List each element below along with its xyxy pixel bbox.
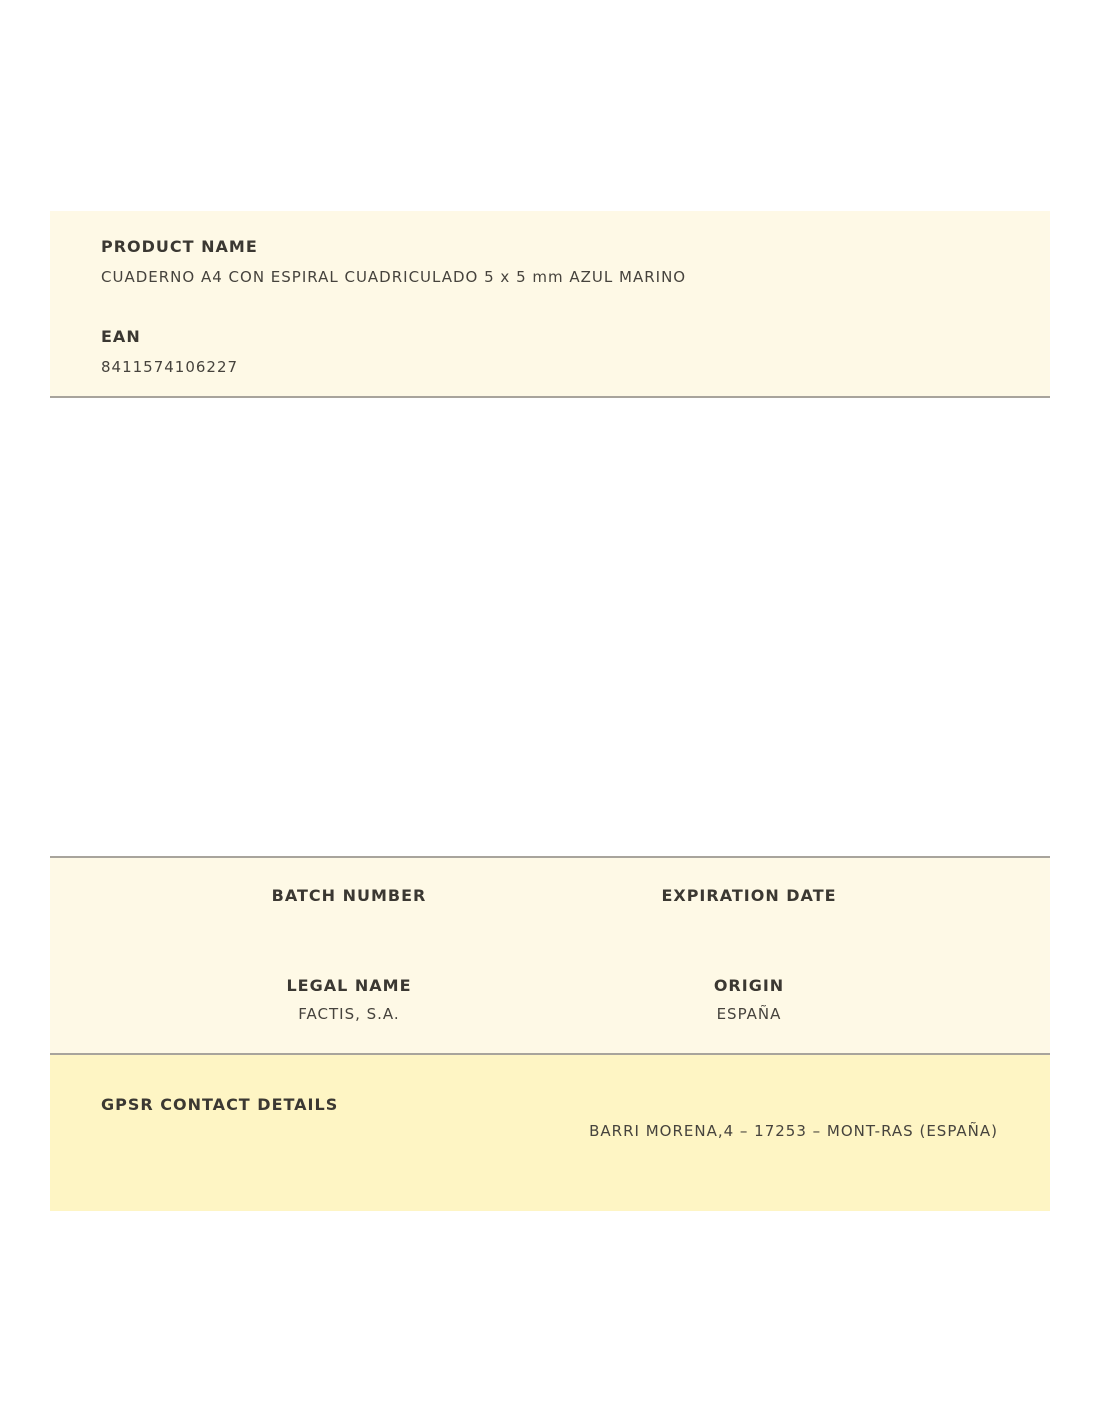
legal-name-value: FACTIS, S.A. [298,1005,400,1023]
origin-label: ORIGIN [713,976,785,995]
legal-name-cell [149,976,549,1023]
batch-number-label: BATCH NUMBER [271,886,427,905]
origin-cell [549,976,949,1023]
ean-value: 8411574106227 [101,358,239,376]
batch-number-cell [149,886,549,915]
product-name-value: CUADERNO A4 CON ESPIRAL CUADRICULADO 5 x 5 mm AZUL MARINO [101,268,687,286]
info-panel [50,856,1050,1055]
product-name-label: PRODUCT NAME [101,237,258,256]
expiration-date-label: EXPIRATION DATE [661,886,837,905]
origin-value: ESPAÑA [716,1005,782,1023]
expiration-date-cell [549,886,949,915]
ean-label: EAN [101,327,141,346]
gpsr-panel [50,1055,1050,1211]
gpsr-contact-label: GPSR CONTACT DETAILS [101,1095,339,1114]
product-panel [50,211,1050,398]
legal-name-label: LEGAL NAME [286,976,412,995]
gpsr-contact-value: BARRI MORENA,4 – 17253 – MONT-RAS (ESPAÑA) [589,1122,998,1140]
